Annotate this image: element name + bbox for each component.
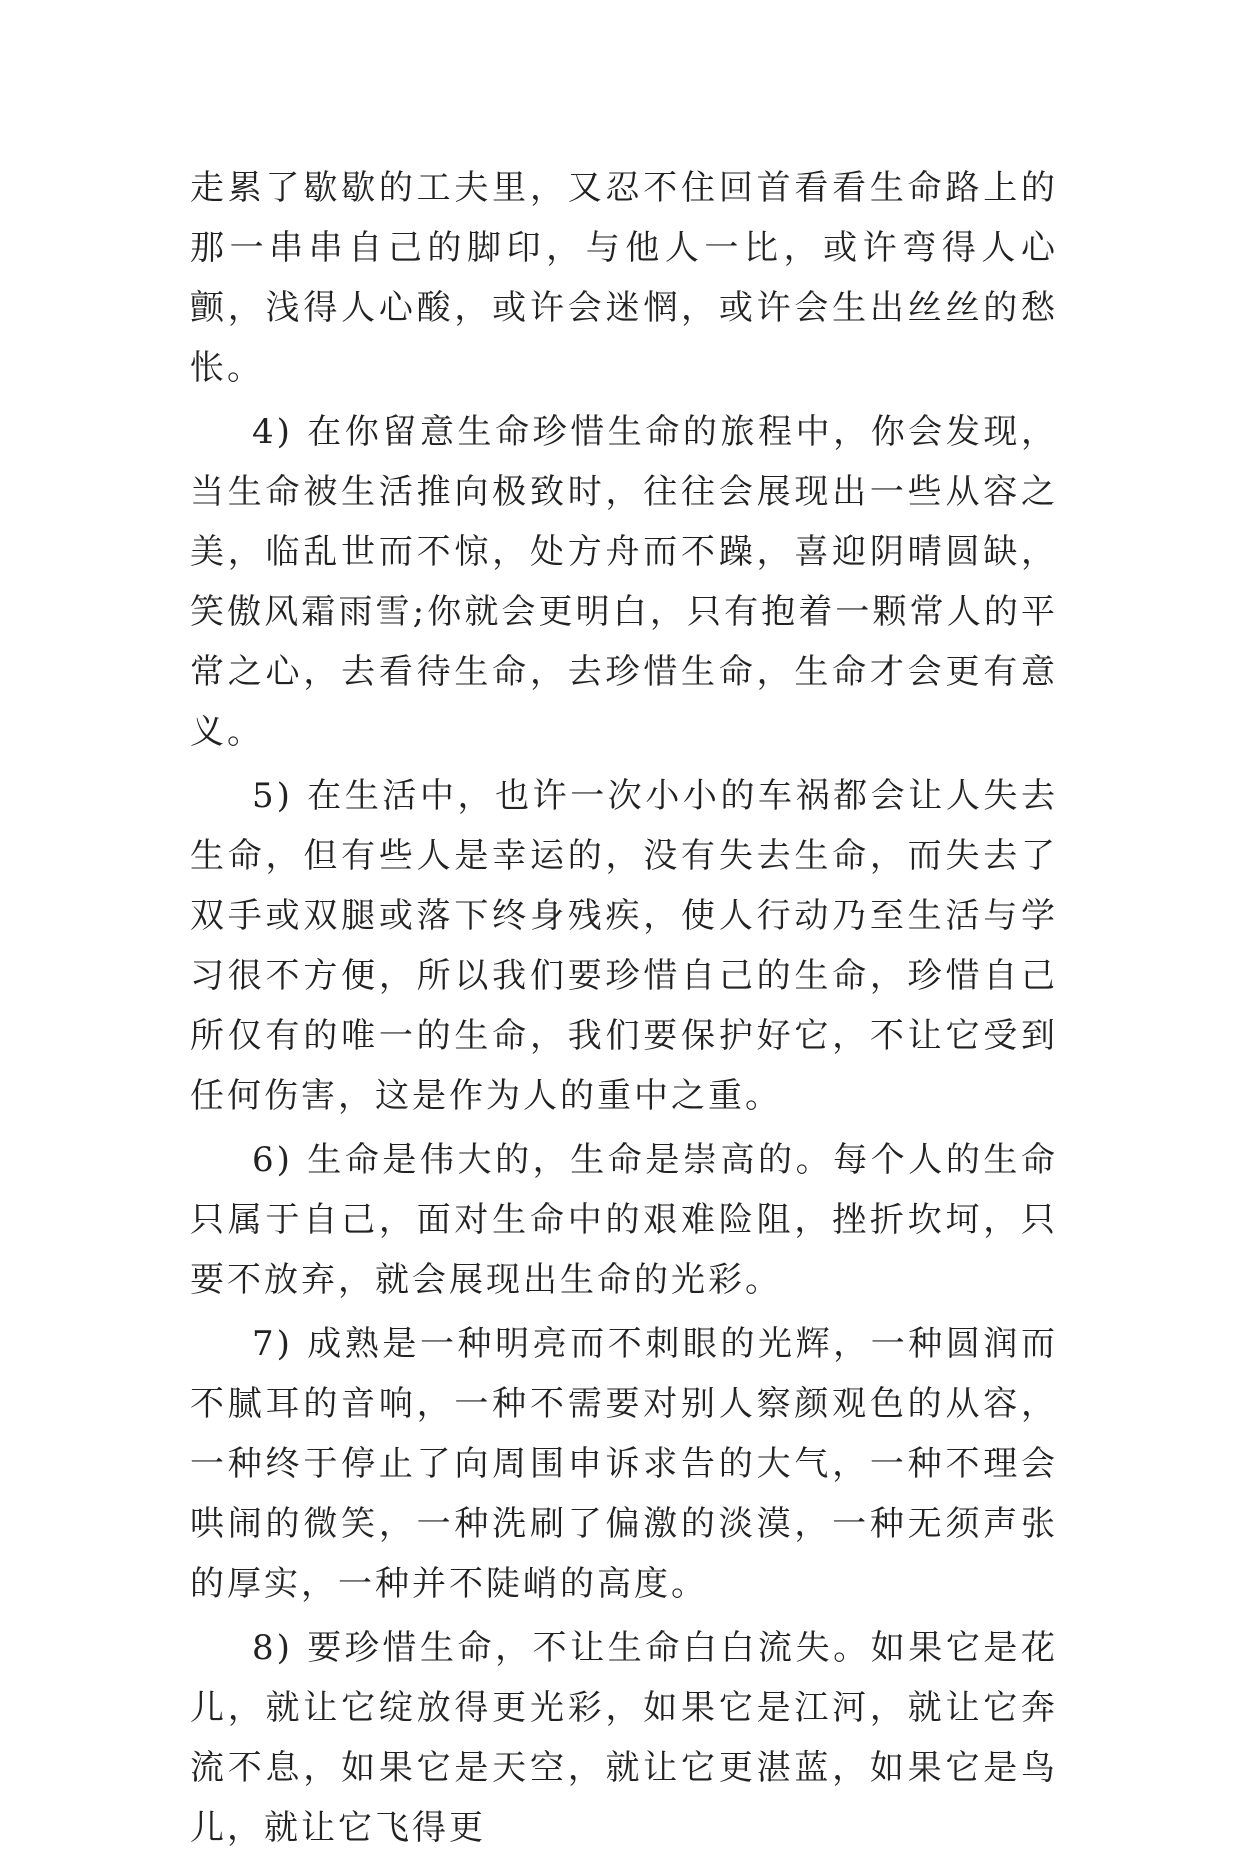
paragraph-4: 6) 生命是伟大的，生命是崇高的。每个人的生命只属于自己，面对生命中的艰难险阻，挫折坎坷，只要不放弃，就会展现出生命的光彩。 — [190, 1140, 1058, 1300]
paragraph-1: 走累了歇歇的工夫里，又忍不住回首看看生命路上的那一串串自己的脚印，与他人一比，或许弯得人心颤，浅得人心酸，或许会迷惘，或许会生出丝丝的愁怅。 — [190, 168, 1058, 388]
paragraph-5: 7) 成熟是一种明亮而不刺眼的光辉，一种圆润而不腻耳的音响，一种不需要对别人察颜观色的从容，一种终于停止了向周围申诉求告的大气，一种不理会哄闹的微笑，一种洗刷了偏激的淡漠，一种无须声张的厚实，一种并不陡峭的高度。 — [190, 1324, 1058, 1604]
paragraph-2: 4) 在你留意生命珍惜生命的旅程中，你会发现，当生命被生活推向极致时，往往会展现出一些从容之美，临乱世而不惊，处方舟而不躁，喜迎阴晴圆缺，笑傲风霜雨雪;你就会更明白，只有抱着一颗常人的平常之心，去看待生命，去珍惜生命，生命才会更有意义。 — [190, 412, 1058, 752]
document-body — [190, 158, 1058, 1862]
paragraph-6: 8) 要珍惜生命，不让生命白白流失。如果它是花儿，就让它绽放得更光彩，如果它是江河，就让它奔流不息，如果它是天空，就让它更湛蓝，如果它是鸟儿，就让它飞得更 — [190, 1628, 1058, 1848]
paragraph-3: 5) 在生活中，也许一次小小的车祸都会让人失去生命，但有些人是幸运的，没有失去生命，而失去了双手或双腿或落下终身残疾，使人行动乃至生活与学习很不方便，所以我们要珍惜自己的生命，珍惜自己所仅有的唯一的生命，我们要保护好它，不让它受到任何伤害，这是作为人的重中之重。 — [190, 776, 1058, 1116]
